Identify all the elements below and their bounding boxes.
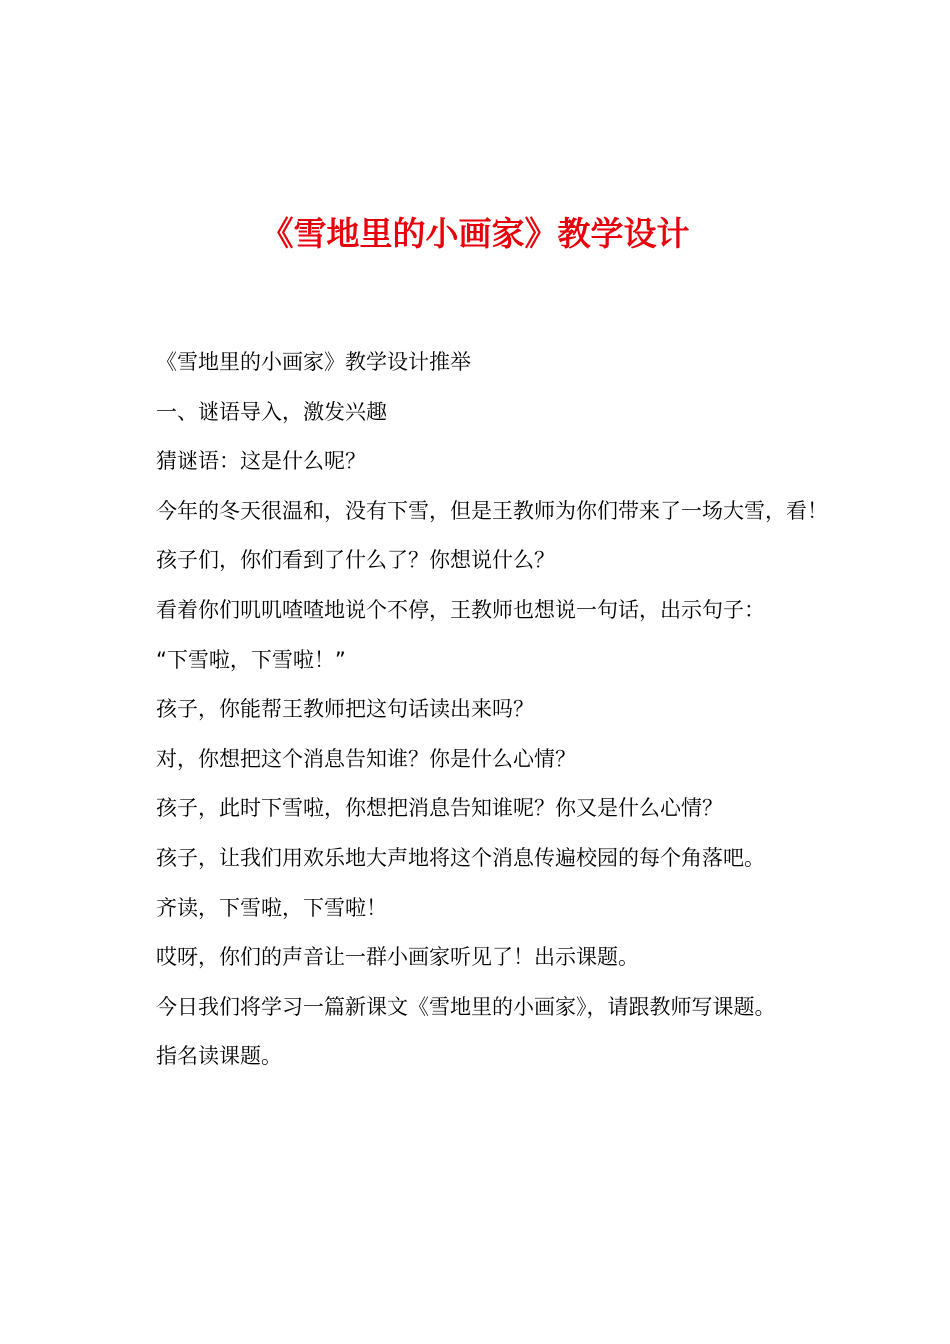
document-title: 《雪地里的小画家》教学设计 xyxy=(260,214,690,253)
paragraph: 看着你们叽叽喳喳地说个不停，王教师也想说一句话，出示句子： xyxy=(156,597,765,622)
paragraph: 孩子们，你们看到了什么了？你想说什么？ xyxy=(156,548,555,573)
paragraph-section-heading: 一、谜语导入，激发兴趣 xyxy=(156,399,387,424)
paragraph: 指名读课题。 xyxy=(156,1044,282,1069)
paragraph: 猜谜语：这是什么呢？ xyxy=(156,449,366,474)
paragraph: 齐读，下雪啦，下雪啦！ xyxy=(156,895,387,920)
paragraph-quote: “下雪啦，下雪啦！” xyxy=(156,647,346,672)
paragraph-subtitle: 《雪地里的小画家》教学设计推举 xyxy=(156,350,471,374)
paragraph: 今日我们将学习一篇新课文《雪地里的小画家》，请跟教师写课题。 xyxy=(156,994,776,1019)
paragraph: 今年的冬天很温和，没有下雪，但是王教师为你们带来了一场大雪，看！ xyxy=(156,498,828,523)
paragraph: 孩子，此时下雪啦，你想把消息告知谁呢？你又是什么心情？ xyxy=(156,796,723,821)
paragraph: 哎呀，你们的声音让一群小画家听见了！出示课题。 xyxy=(156,945,639,970)
paragraph: 对，你想把这个消息告知谁？你是什么心情？ xyxy=(156,746,576,771)
paragraph: 孩子，你能帮王教师把这句话读出来吗？ xyxy=(156,697,534,722)
document-body xyxy=(126,338,838,1082)
paragraph: 孩子，让我们用欢乐地大声地将这个消息传遍校园的每个角落吧。 xyxy=(156,845,765,870)
